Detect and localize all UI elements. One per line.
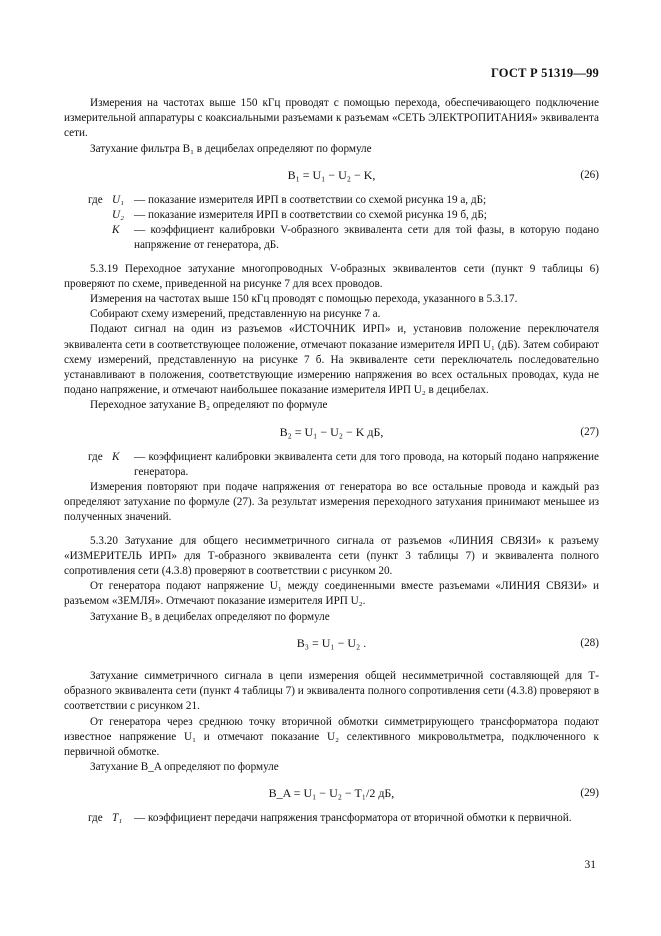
paragraph-p2: Затухание фильтра B₁ в децибелах определяют по формуле (90, 142, 372, 155)
where-list-26 (64, 193, 599, 254)
where-symbol: K (112, 224, 120, 237)
where-item (64, 811, 599, 826)
where-item (64, 450, 599, 480)
where-item (64, 223, 599, 253)
formula-26-number: (26) (580, 168, 599, 181)
where-lead: где (88, 812, 103, 825)
formula-29-number: (29) (580, 787, 599, 800)
where-symbol: U₁ (112, 193, 124, 206)
formula-26-expression: B₁ = U₁ − U₂ − K, (287, 167, 376, 182)
paragraph-p1: Измерения на частотах выше 150 кГц проводят с помощью перехода, обеспечивающего подключение измерительной аппаратуры с коаксиальными разъемами к разъемам «СЕТЬ ЭЛЕКТРОПИТАНИЯ» эквивалента сети. (64, 97, 599, 140)
paragraph-p13: От генератора через среднюю точку вторичной обмотки симметрирующего трансформатора подают известное напряжение U₁ и отмечают показание U₂ селективного микровольтметра, подключенного к первичной обмотке. (64, 715, 599, 758)
where-symbol: T₁ (112, 812, 123, 825)
where-definition: — показание измерителя ИРП в соответствии со схемой рисунка 19 а, дБ; (134, 193, 487, 206)
paragraph-p8: Измерения повторяют при подаче напряжения от генератора во все остальные провода и каждый раз определяют затухание по формуле (27). За результат измерения переходного затухания принимают меньшее из полученных значений. (64, 481, 599, 524)
where-definition: — показание измерителя ИРП в соответствии со схемой рисунка 19 б, дБ; (134, 209, 487, 222)
page-body (64, 96, 599, 827)
paragraph-p14: Затухание B_A определяют по формуле (90, 761, 279, 774)
where-list-27 (64, 450, 599, 480)
where-symbol: U₂ (112, 209, 124, 222)
formula-27-number: (27) (580, 425, 599, 438)
where-lead: где (88, 450, 103, 463)
paragraph-p6: Подают сигнал на один из разъемов «ИСТОЧНИК ИРП» и, установив положение переключателя эквивалента сети в соответствующее положение, отмечают показание измерителя ИРП U₁ (дБ). Затем собирают схему измерений, представленную на рисунке 7 б. На эквиваленте сети переключатель последовательно устанавливают в положения, соответствующие измерению напряжения во всех остальных проводах, куда не подано напряжение, и отмечают наибольшее показание измерителя ИРП U₂ в децибелах. (64, 323, 599, 397)
where-definition: — коэффициент калибровки V-образного эквивалента сети для той фазы, в которую подано напряжение от генератора, дБ. (134, 224, 599, 252)
paragraph-p12: Затухание симметричного сигнала в цепи измерения общей несимметричной составляющей для Т-образного эквивалента сети (пункт 4 таблицы 7) и эквивалента полного сопротивления сети (4.3.8) проверяют в соответствии с рисунком 21. (64, 669, 599, 713)
formula-26 (64, 157, 599, 193)
formula-29-expression: B_A = U₁ − U₂ − T₁/2 дБ, (268, 786, 395, 801)
where-symbol: K (112, 450, 120, 463)
where-lead: где (88, 193, 103, 206)
where-item (64, 208, 599, 223)
formula-27-expression: B₂ = U₁ − U₂ − K дБ, (279, 424, 384, 439)
paragraph-p4: Измерения на частотах выше 150 кГц проводят с помощью перехода, указанного в 5.3.17. (90, 293, 518, 306)
formula-28-number: (28) (580, 636, 599, 649)
where-item (64, 193, 599, 208)
paragraph-p11: Затухание B₃ в децибелах определяют по формуле (90, 610, 330, 623)
paragraph-p3: 5.3.19 Переходное затухание многопроводных V-образных эквивалентов сети (пункт 9 таблицы 6) проверяют по схеме, приведенной на рисунке 7 для всех проводов. (64, 262, 599, 290)
paragraph-p10: От генератора подают напряжение U₁ между соединенными вместе разъемами «ЛИНИЯ СВЯЗИ» и разъемом «ЗЕМЛЯ». Отмечают показание измерителя ИРП U₂. (64, 580, 599, 608)
where-list-29 (64, 811, 599, 826)
running-header: ГОСТ Р 51319—99 (490, 66, 599, 80)
page-number: 31 (584, 859, 596, 871)
paragraph-p7: Переходное затухание B₂ определяют по формуле (90, 399, 328, 412)
paragraph-p9: 5.3.20 Затухание для общего несимметричного сигнала от разъемов «ЛИНИЯ СВЯЗИ» к разъему «ИЗМЕРИТЕЛЬ ИРП» для Т-образного эквивалента сети (пункт 3 таблицы 7) и эквивалента полного сопротивления сети (4.3.8) проверяют в соответствии с рисунком 20. (64, 534, 599, 578)
formula-28 (64, 625, 599, 661)
paragraph-p5: Собирают схему измерений, представленную на рисунке 7 а. (90, 308, 381, 321)
formula-29 (64, 775, 599, 811)
formula-28-expression: B₃ = U₁ − U₂ . (296, 635, 367, 650)
formula-27 (64, 414, 599, 450)
where-definition: — коэффициент передачи напряжения трансформатора от вторичной обмотки к первичной. (134, 812, 572, 825)
where-definition: — коэффициент калибровки эквивалента сети для того провода, на который подано напряжение генератора. (134, 450, 599, 478)
